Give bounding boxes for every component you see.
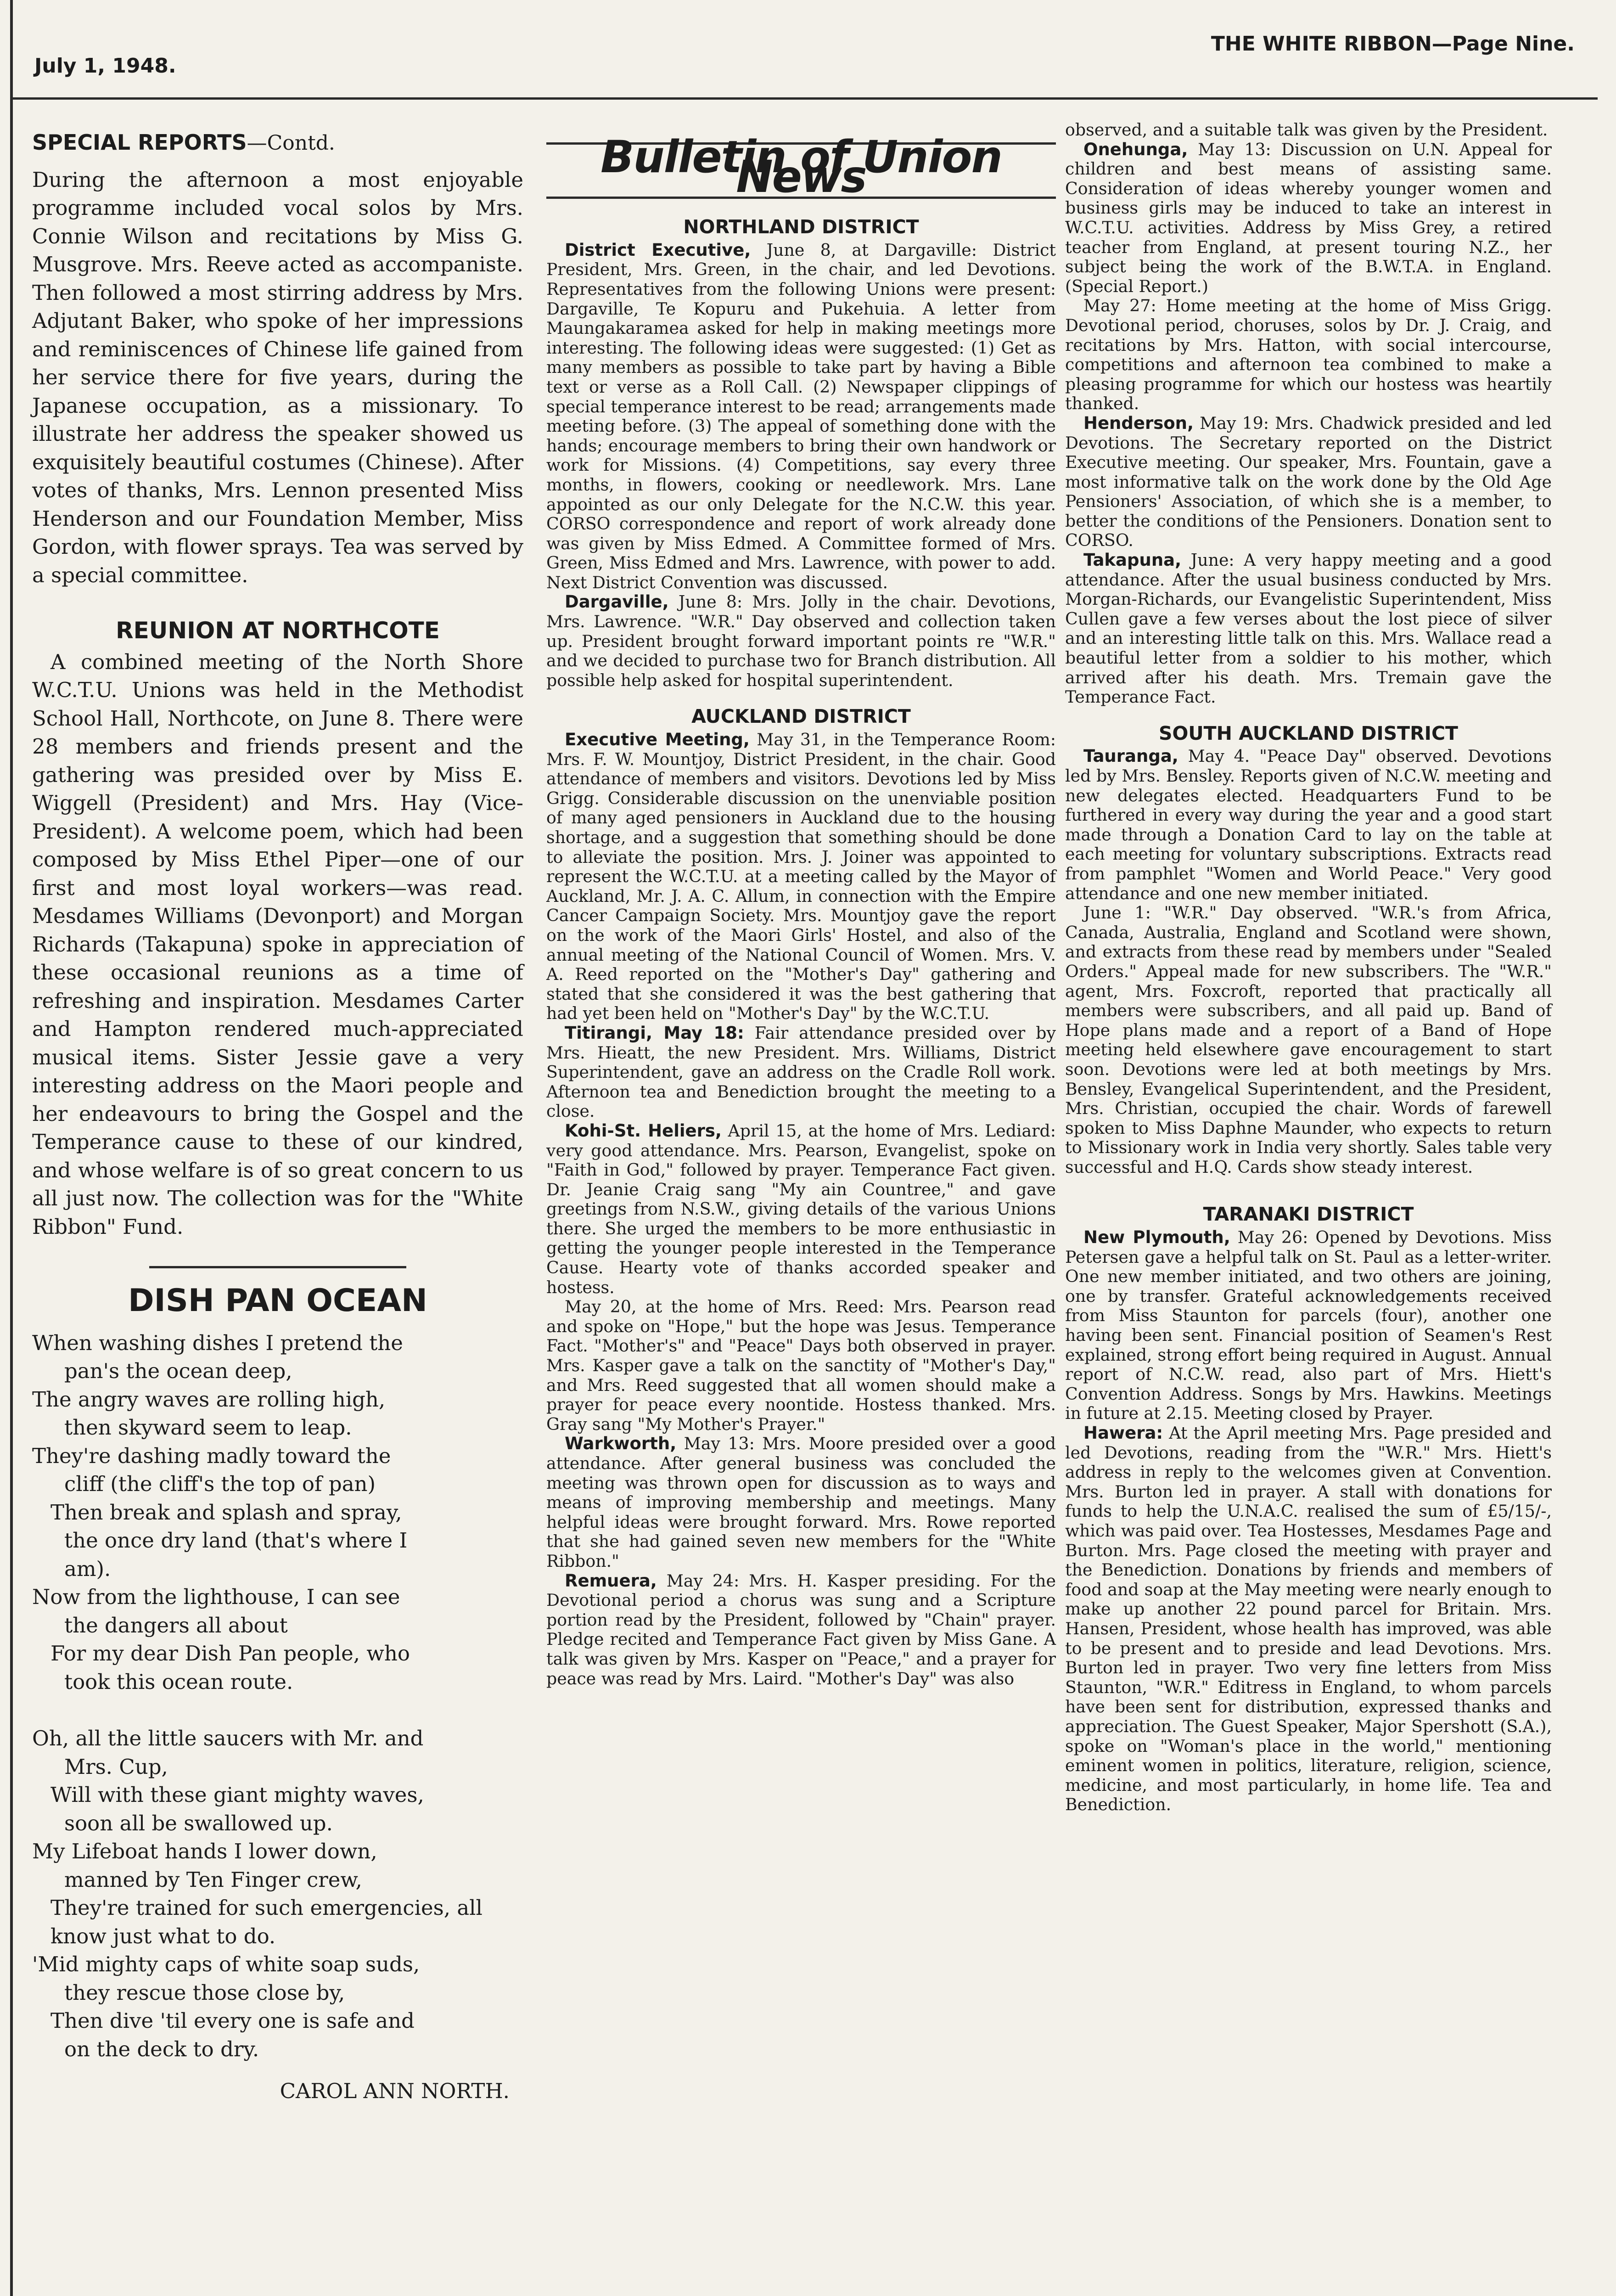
- poem-line: the dangers all about: [64, 1613, 288, 1638]
- poem-line: Now from the lighthouse, I can see: [32, 1585, 400, 1609]
- poem-line: Mrs. Cup,: [64, 1754, 168, 1779]
- northland-dargaville: [546, 592, 1056, 690]
- taranaki-hawera: [1065, 1424, 1552, 1815]
- report-lead: Hawera:: [1083, 1423, 1163, 1443]
- auckland-heading: AUCKLAND DISTRICT: [691, 705, 911, 728]
- poem-line: then skyward seem to leap.: [64, 1415, 352, 1440]
- poem-line: pan's the ocean deep,: [64, 1359, 292, 1383]
- report-lead: Warkworth,: [565, 1434, 677, 1454]
- auckland-kohi-may: May 20, at the home of Mrs. Reed: Mrs. Pearson read and spoke on "Hope," but the hope was Jesus. Temperance Fact. "Mother's" and "Peace" Days both observed in prayer. Mrs. Kasper gave a talk on the sanctity of "Mother's Day," and Mrs. Reed suggested that all women should make a prayer for peace every noontide. Hostess thanked. Mrs. Gray sang "My Mother's Prayer.": [546, 1297, 1056, 1434]
- report-lead: Henderson,: [1083, 413, 1194, 433]
- report-text: May 24: Mrs. H. Kasper presiding. For the Devotional period a chorus was sung and a Scripture portion read by the President, followed by "Chain" prayer. Pledge recited and Temperance Fact given by Miss Gane. A talk was given by Mrs. Kasper on "Peace," and a prayer for peace was read by Mrs. Laird. "Mother's Day" was also: [546, 1570, 1056, 1688]
- taranaki-heading: TARANAKI DISTRICT: [1203, 1203, 1414, 1226]
- report-lead: Dargaville,: [565, 592, 669, 612]
- report-lead: District Executive,: [565, 240, 751, 260]
- report-text: Fair attendance presided over by Mrs. Hieatt, the new President. Mrs. Williams, District Superintendent, gave an address on the Cradle Roll work. Afternoon tea and Benediction brought the meeting to a close.: [546, 1023, 1056, 1121]
- poem-title: DISH PAN OCEAN: [128, 1283, 427, 1319]
- poem-line: the once dry land (that's where I: [64, 1528, 408, 1553]
- poem-line: Oh, all the little saucers with Mr. and: [32, 1726, 424, 1750]
- poem-line: They're trained for such emergencies, all know just what to do.: [50, 1896, 483, 1948]
- issue-date: July 1, 1948.: [34, 54, 176, 78]
- poem-line: soon all be swallowed up.: [64, 1811, 333, 1835]
- auckland-remuera-cont: observed, and a suitable talk was given by the President.: [1065, 120, 1548, 140]
- auckland-kohi: [546, 1121, 1056, 1297]
- poem-line: When washing dishes I pretend the: [32, 1330, 403, 1355]
- report-text: May 4. "Peace Day" observed. Devotions led by Mrs. Bensley. Reports given of N.C.W. meeting and new delegates elected. Headquarters Fund to be furthered in every way during the year and a good start made through a Donation Card to lay on the table at each meeting for voluntary subscriptions. Extracts read from pamphlet "Women and World Peace." Very good attendance and one new member initiated.: [1065, 746, 1552, 903]
- south-auckland-june: June 1: "W.R." Day observed. "W.R.'s from Africa, Canada, Australia, England and Scotland were shown, and extracts from these read by members under "Sealed Orders." Appeal made for new subscribers. The "W.R." agent, Mrs. Foxcroft, reported that practically all members were subscribers, and all paid up. Band of Hope plans made and a report of a Band of Hope meeting held elsewhere gave encouragement to start soon. Devotions were led at both meetings by Mrs. Bensley, Evangelical Superintendent, and the President, Mrs. Christian, occupied the chair. Words of farewell spoken to Miss Daphne Maunder, who expects to return to Missionary work in India very shortly. Sales table very successful and H.Q. Cards show steady interest.: [1065, 903, 1552, 1177]
- column-middle: [546, 131, 1056, 1688]
- poem-line: They're dashing madly toward the: [32, 1443, 391, 1468]
- northland-heading: NORTHLAND DISTRICT: [683, 216, 919, 238]
- report-text: May 19: Mrs. Chadwick presided and led Devotions. The Secretary reported on the District Executive meeting. Our speaker, Mrs. Fountain, gave a most informative talk on the work done by the Old Age Pensioners' Association, of which she is a member, to better the conditions of the Pensioners. Donation sent to CORSO.: [1065, 413, 1552, 551]
- auckland-onehunga: [1065, 140, 1552, 297]
- report-lead: Titirangi, May 18:: [565, 1023, 744, 1043]
- poem-line: manned by Ten Finger crew,: [64, 1867, 362, 1892]
- report-text: May 26: Opened by Devotions. Miss Petersen gave a helpful talk on St. Paul as a letter-writer. One new member initiated, and two others are joining, one by transfer. Grateful acknowledgements received from Miss Staunton for parcels (four), another one having been sent. Financial position of Seamen's Rest explained, strong effort being required in August. Annual report of N.C.W. read, also part of Mrs. Hiett's Convention Address. Songs by Mrs. Hawkins. Meetings in future at 2.15. Meeting closed by Prayer.: [1065, 1227, 1552, 1424]
- column-left: [32, 129, 523, 2105]
- special-reports-title: SPECIAL REPORTS: [32, 130, 247, 155]
- report-lead: Kohi-St. Heliers,: [565, 1120, 722, 1141]
- report-text: June: A very happy meeting and a good attendance. After the usual business conducted by Mrs. Morgan-Richards, our Evangelistic Superintendent, Miss Cullen gave a few verses about the lost piece of silver and an interesting little talk on this. Mrs. Wallace read a beautiful letter from a soldier to his mother, which arrived after his death. Mrs. Tremain gave the Temperance Fact.: [1065, 550, 1552, 707]
- section-divider: [149, 1266, 406, 1268]
- report-lead: Tauranga,: [1083, 746, 1178, 766]
- report-lead: Takapuna,: [1083, 550, 1182, 570]
- northland-executive: [546, 241, 1056, 593]
- poem-line: took this ocean route.: [64, 1669, 293, 1694]
- auckland-remuera: [546, 1571, 1056, 1689]
- report-text: April 15, at the home of Mrs. Lediard: very good attendance. Mrs. Pearson, Evangelist, spoke on "Faith in God," followed by prayer. Temperance Fact given. Dr. Jeanie Craig sang "My ain Countree," and gave greetings from N.S.W., giving details of the various Unions there. She urged the members to be more enthusiastic in getting the younger people interested in the Temperance Cause. Hearty vote of thanks accorded speaker and hostess.: [546, 1120, 1056, 1297]
- left-margin-rule: [10, 0, 13, 2296]
- poem-line: am).: [64, 1556, 111, 1581]
- report-lead: Onehunga,: [1083, 139, 1188, 159]
- auckland-onehunga-may: May 27: Home meeting at the home of Miss Grigg. Devotional period, choruses, solos by Dr. J. Craig, and recitations by Mrs. Hatton, with social intercourse, competitions and afternoon tea combined to make a pleasing programme for which our hostess was heartily thanked.: [1065, 296, 1552, 414]
- south-auckland-tauranga: [1065, 747, 1552, 903]
- column-right: [1065, 120, 1552, 1815]
- report-lead: Remuera,: [565, 1570, 657, 1591]
- special-reports-contd: —Contd.: [247, 131, 335, 155]
- poem-line: The angry waves are rolling high,: [32, 1387, 386, 1412]
- poem-line: on the deck to dry.: [64, 2037, 259, 2061]
- special-reports-heading: [32, 129, 523, 158]
- poem-line: 'Mid mighty caps of white soap suds,: [32, 1952, 420, 1976]
- auckland-titirangi: [546, 1024, 1056, 1121]
- south-auckland-heading: SOUTH AUCKLAND DISTRICT: [1159, 722, 1458, 744]
- poem-line: they rescue those close by,: [64, 1980, 345, 2005]
- header-rule: [10, 97, 1598, 100]
- poem-line: cliff (the cliff's the top of pan): [64, 1472, 376, 1496]
- bulletin-title: Bulletin of Union News: [600, 131, 1002, 203]
- auckland-executive: [546, 730, 1056, 1024]
- report-text: May 31, in the Temperance Room: Mrs. F. W. Mountjoy, District President, in the chair. Good attendance of members and visitors. Devotions led by Miss Grigg. Considerable discussion on the unenviable position of many aged pensioners in Auckland due to the housing shortage, and a suggestion that something should be done to alleviate the position. Mrs. J. Joiner was appointed to represent the W.C.T.U. at a meeting called by the Mayor of Auckland, Mr. J. A. C. Allum, in connection with the Empire Cancer Campaign Society. Mrs. Mountjoy gave the report on the work of the Maori Girls' Hostel, and also of the annual meeting of the National Council of Women. Mrs. V. A. Reed reported on the "Mother's Day" gathering and stated that she considered it was the best gathering that had yet been held on "Mother's Day" by the W.C.T.U.: [546, 730, 1056, 1024]
- auckland-takapuna: [1065, 551, 1552, 707]
- report-text: May 13: Discussion on U.N. Appeal for children and best means of assisting same. Consideration of ideas whereby younger women and business girls may be induced to take an interest in W.C.T.U. activities. Address by Miss Grey, a retired teacher from England, at present touring N.Z., her subject being the work of the B.W.T.A. in England. (Special Report.): [1065, 139, 1552, 296]
- report-lead: New Plymouth,: [1083, 1227, 1230, 1248]
- report-lead: Executive Meeting,: [565, 730, 750, 750]
- reunion-heading: REUNION AT NORTHCOTE: [116, 617, 440, 644]
- poem-line: My Lifeboat hands I lower down,: [32, 1839, 377, 1863]
- auckland-henderson: [1065, 414, 1552, 551]
- poem-line: Then break and splash and spray,: [50, 1500, 402, 1525]
- poem-line: For my dear Dish Pan people, who: [50, 1641, 410, 1666]
- taranaki-new-plymouth: [1065, 1228, 1552, 1424]
- special-reports-text: During the afternoon a most enjoyable programme included vocal solos by Mrs. Connie Wilson and recitations by Miss G. Musgrove. Mrs. Reeve acted as accompaniste. Then followed a most stirring address by Mrs. Adjutant Baker, who spoke of her impressions and reminiscences of Chinese life gained from her service there for five years, during the Japanese occupation, as a missionary. To illustrate her address the speaker showed us exquisitely beautiful costumes (Chinese). After votes of thanks, Mrs. Lennon presented Miss Henderson and our Foundation Member, Miss Gordon, with flower sprays. Tea was served by a special committee.: [32, 167, 523, 587]
- report-text: June 8, at Dargaville: District President, Mrs. Green, in the chair, and led Devotions. Representatives from the following Unions were present: Dargaville, Te Kopuru and Pukehuia. A letter from Maungakaramea asked for help in making meetings more interesting. The following ideas were suggested: (1) Get as many members as possible to take part by having a Bible text or verse as a Roll Call. (2) Newspaper clippings of special temperance interest to be read; arrangements made meeting before. (3) The appeal of something done with the hands; encourage members to bring their own handwork or work for Missions. (4) Competitions, say every three months, in flowers, cooking or needlework. Mrs. Lane appointed as our only Delegate for the N.C.W. this year. CORSO correspondence and report of work already done was given by Miss Edmed. A Committee formed of Mrs. Green, Miss Edmed and Mrs. Lawrence, with power to add. Next District Convention was discussed.: [546, 240, 1056, 592]
- poem-author: CAROL ANN NORTH.: [280, 2079, 510, 2103]
- poem-line: Will with these giant mighty waves,: [50, 1783, 424, 1807]
- poem-line: Then dive 'til every one is safe and: [50, 2009, 415, 2033]
- reunion-text: A combined meeting of the North Shore W.C.T.U. Unions was held in the Methodist School Hall, Northcote, on June 8. There were 28 members and friends present and the gathering was presided over by Miss E. Wiggell (President) and Mrs. Hay (Vice-President). A welcome poem, which had been composed by Miss Ethel Piper—one of our first and most loyal workers—was read. Mesdames Williams (Devonport) and Morgan Richards (Takapuna) spoke in appreciation of these occasional reunions as a time of refreshing and inspiration. Mesdames Carter and Hampton rendered much-appreciated musical items. Sister Jessie gave a very interesting address on the Maori people and her endeavours to bring the Gospel and the Temperance cause to these of our kindred, and whose welfare is of so great concern to us all just now. The collection was for the "White Ribbon" Fund.: [32, 649, 523, 1239]
- report-text: May 13: Mrs. Moore presided over a good attendance. After general business was concluded the meeting was thrown open for discussion as to ways and means of improving membership and meetings. Many helpful ideas were brought forward. Mrs. Rowe reported that she had gained seven new members for the "White Ribbon.": [546, 1434, 1056, 1571]
- page-header-title: THE WHITE RIBBON—Page Nine.: [1211, 32, 1575, 56]
- bulletin-masthead: [546, 131, 1056, 203]
- report-text: At the April meeting Mrs. Page presided and led Devotions, reading from the "W.R." Mrs. Hiett's address in reply to the welcomes given at Convention. Mrs. Burton led in prayer. A stall with donations for funds to help the U.N.A.C. realised the sum of £5/15/-, which was paid over. Tea Hostesses, Mesdames Page and Burton. Mrs. Page closed the meeting with prayer and the Benediction. Donations by friends and members of food and soap at the May meeting were nearly enough to make up another 22 pound parcel for Britain. Mrs. Hansen, President, whose health has improved, was able to be present and to preside and lead Devotions. Mrs. Burton led in prayer. Two very fine letters from Miss Staunton, "W.R." Editress in England, to whom parcels have been sent for distribution, expressed thanks and appreciation. The Guest Speaker, Major Spershott (S.A.), spoke on "Woman's place in the world," mentioning eminent women in politics, literature, religion, science, medicine, and most particularly, in home life. Tea and Benediction.: [1065, 1423, 1552, 1815]
- poem: [32, 1329, 523, 2105]
- auckland-warkworth: [546, 1434, 1056, 1571]
- report-text: June 8: Mrs. Jolly in the chair. Devotions, Mrs. Lawrence. "W.R." Day observed and collection taken up. President brought forward important points re "W.R." and we decided to purchase two for Branch distribution. All possible help asked for hospital superintendent.: [546, 592, 1056, 690]
